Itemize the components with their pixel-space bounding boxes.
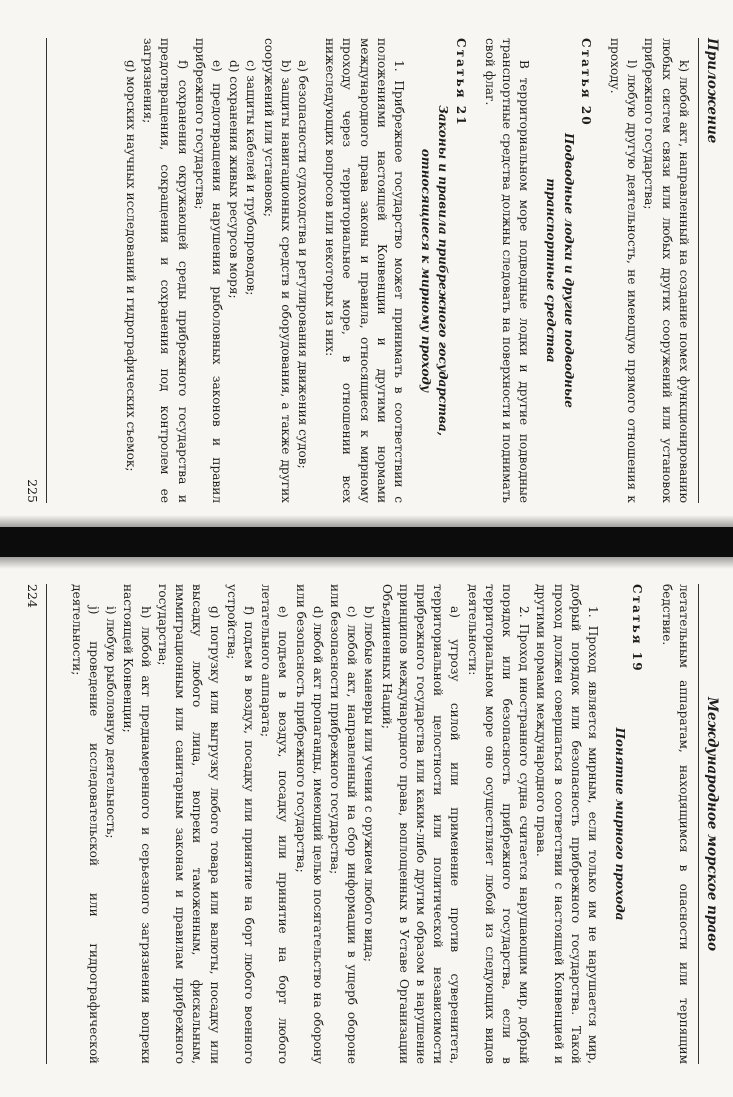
article-label: Статья 20	[578, 38, 593, 127]
list-item: h) любой акт преднамеренного и серьезного загрязнения вопреки настоящей Конвенции;	[121, 584, 153, 1064]
article-label: Статья 19	[630, 584, 645, 673]
list-item: g) погрузку или выгрузку любого товара или валюты, посадку или высадку любого лица, вопреки таможенным, фискальным, иммиграционным или санитарным законам и правилам прибрежного государства;	[155, 584, 222, 1064]
page-number: 224	[25, 584, 41, 608]
list-item: c) любой акт, направленный на сбор информации в ущерб обороне или безопасности прибрежного государства;	[327, 584, 360, 1064]
continuation-text: летательным аппаратам, находящимся в опасности или терпящим бедствие.	[659, 584, 691, 1064]
footer-rule	[46, 584, 47, 1064]
spine-shadow	[0, 515, 733, 527]
list-item: b) защиты навигационных средств и оборудования, а также других сооружений или установок;	[261, 38, 293, 503]
paragraph: 1. Проход является мирным, если только им не нарушается мир, добрый порядок или безопасность прибрежного государства. Такой проход должен совершаться в соответствии с настоящей Конвенцией и другими нормами международного права.	[534, 584, 600, 1064]
list-item: c) защиты кабелей и трубопроводов;	[244, 60, 259, 296]
list-item: f) подъем в воздух, посадку или принятие на борт любого военного устройства;	[224, 584, 256, 1064]
list-item: g) морских научных исследований и гидрографических съемок;	[123, 60, 138, 472]
footer-rule	[46, 38, 47, 503]
list-item: d) любой акт пропаганды, имеющий целью посягательство на оборону или безопасность прибрежного государства;	[293, 584, 325, 1064]
paragraph: 2. Проход иностранного судна считается нарушающим мир, добрый порядок или безопасность прибрежного государства, если в территориальном море оно осуществляет любой из следующих видов деятельности:	[465, 584, 532, 1064]
article-title: Подводные лодки и другие подводные транспортные средства	[544, 133, 576, 408]
spine-shadow	[0, 557, 733, 569]
list-item: a) угрозу силой или применение против суверенитета, территориальной целостности или политической независимости прибрежного государства или каким-либо другим образом в нарушение принципов международного права, воплощенных в Уставе Организации Объединенных Наций;	[379, 584, 463, 1064]
running-head: Приложение	[698, 38, 720, 503]
list-item: f) сохранения окружающей среды прибрежного государства и предотвращения, сокращения и сохранения под контролем ее загрязнения;	[141, 38, 190, 503]
book-spine	[0, 527, 733, 557]
article-title: Законы и правила прибрежного государства, относящиеся к мирному проходу	[419, 105, 451, 436]
page-225	[8, 28, 728, 513]
list-item: i) любую рыболовную деятельность;	[104, 606, 119, 839]
page-number: 225	[25, 479, 41, 503]
list-item: a) безопасности судоходства и регулирования движения судов;	[295, 60, 310, 469]
article-title: Понятие мирного прохода	[613, 727, 628, 921]
paragraph: 1. Прибрежное государство может принимать в соответствии с положениями настоящей Конвенции и другими нормами международного права законы и правила, относящиеся к мирному проходу через территориальное море, в отношении всех нижеследующих вопросов или некоторых из них:	[323, 38, 406, 503]
list-item: j) проведение исследовательской или гидрографической деятельности;	[69, 584, 102, 1064]
list-item: e) предотвращения нарушения рыболовных законов и правил прибрежного государства;	[192, 38, 224, 503]
list-item: d) сохранения живых ресурсов моря;	[227, 60, 242, 299]
article-label: Статья 21	[453, 38, 468, 127]
running-head: Международное морское право	[698, 584, 720, 1064]
list-item: l) любую другую деятельность, не имеющую прямого отношения к проходу.	[607, 38, 640, 503]
paragraph: В территориальном море подводные лодки и другие подводные транспортные средства должны следовать на поверхности и поднимать свой флаг.	[482, 38, 532, 503]
list-item: e) подъем в воздух, посадку или принятие на борт любого летательного аппарата;	[259, 584, 291, 1064]
list-item: b) любые маневры или учения с оружием любого вида;	[362, 606, 377, 962]
page-224	[8, 574, 728, 1074]
list-item: k) любой акт, направленный на создание помех функционированию любых систем связи или любых других сооружений или установок прибрежного государства;	[642, 38, 691, 503]
